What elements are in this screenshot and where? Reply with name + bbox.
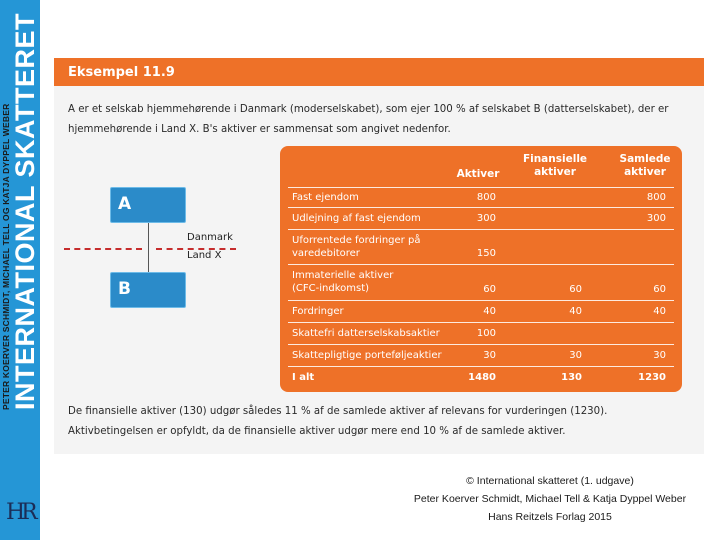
row-aktiver: 150 bbox=[476, 248, 496, 259]
footer-line-2: Peter Koerver Schmidt, Michael Tell & Katja Dyppel Weber bbox=[413, 493, 687, 505]
label-land-x: Land X bbox=[187, 250, 222, 261]
spine-title: INTERNATIONAL SKATTERET bbox=[10, 13, 40, 410]
row-divider bbox=[288, 264, 674, 265]
row-divider bbox=[288, 300, 674, 301]
border-line-left bbox=[64, 248, 142, 250]
row-label: Skattepligtige porteføljeaktier bbox=[292, 350, 442, 361]
row-label: Immaterielle aktiver (CFC-indkomst) bbox=[292, 270, 394, 294]
row-samlede: 60 bbox=[653, 284, 666, 295]
row-finansielle: 30 bbox=[569, 350, 582, 361]
label-danmark: Danmark bbox=[187, 232, 233, 243]
company-a-box: A bbox=[110, 187, 186, 223]
row-aktiver: 40 bbox=[483, 306, 496, 317]
footer-line-1: © International skatteret (1. udgave) bbox=[466, 475, 634, 487]
total-samlede: 1230 bbox=[638, 372, 666, 383]
row-divider bbox=[288, 344, 674, 345]
ownership-line bbox=[148, 223, 149, 272]
copyright-footer bbox=[400, 472, 700, 526]
header-finansielle: Finansielle aktiver bbox=[522, 153, 588, 178]
header-aktiver: Aktiver bbox=[456, 168, 500, 180]
book-spine bbox=[0, 0, 40, 540]
row-finansielle: 60 bbox=[569, 284, 582, 295]
total-aktiver: 1480 bbox=[468, 372, 496, 383]
row-aktiver: 300 bbox=[476, 213, 496, 224]
row-label: Fast ejendom bbox=[292, 192, 359, 203]
row-samlede: 300 bbox=[646, 213, 666, 224]
row-aktiver: 800 bbox=[476, 192, 496, 203]
spine-text bbox=[0, 0, 40, 540]
spine-authors: PETER KOERVER SCHMIDT, MICHAEL TELL OG KATJA DYPPEL WEBER bbox=[1, 103, 11, 410]
row-aktiver: 60 bbox=[483, 284, 496, 295]
footer-line-3: Hans Reitzels Forlag 2015 bbox=[488, 511, 612, 523]
row-divider bbox=[288, 366, 674, 367]
company-b-box: B bbox=[110, 272, 186, 308]
header-samlede: Samlede aktiver bbox=[619, 153, 671, 178]
example-intro: A er et selskab hjemmehørende i Danmark (moderselskabet), som ejer 100 % af selskabet B (datterselskabet), der er hjemmehørende i Land X. B's aktiver er sammensat som angivet nedenfor. bbox=[68, 104, 669, 135]
row-samlede: 30 bbox=[653, 350, 666, 361]
publisher-logo: HR bbox=[6, 500, 34, 525]
row-samlede: 40 bbox=[653, 306, 666, 317]
row-divider bbox=[288, 207, 674, 208]
row-finansielle: 40 bbox=[569, 306, 582, 317]
row-label: Uforrentede fordringer på varedebitorer bbox=[292, 235, 421, 259]
row-aktiver: 100 bbox=[476, 328, 496, 339]
row-divider bbox=[288, 229, 674, 230]
row-aktiver: 30 bbox=[483, 350, 496, 361]
row-samlede: 800 bbox=[646, 192, 666, 203]
header-divider bbox=[288, 187, 674, 188]
example-box bbox=[54, 58, 704, 454]
example-title: Eksempel 11.9 bbox=[54, 58, 704, 86]
row-divider bbox=[288, 322, 674, 323]
example-conclusion: De finansielle aktiver (130) udgør således 11 % af de samlede aktiver af relevans for vurderingen (1230). Aktivbetingelsen er opfyldt, da de finansielle aktiver udgør mere end 10 % af de samlede aktiver. bbox=[68, 406, 608, 437]
row-label: Fordringer bbox=[292, 306, 344, 317]
assets-table bbox=[280, 146, 682, 392]
total-label: I alt bbox=[292, 372, 315, 383]
total-finansielle: 130 bbox=[561, 372, 582, 383]
row-label: Udlejning af fast ejendom bbox=[292, 213, 421, 224]
row-label: Skattefri datterselskabsaktier bbox=[292, 328, 440, 339]
